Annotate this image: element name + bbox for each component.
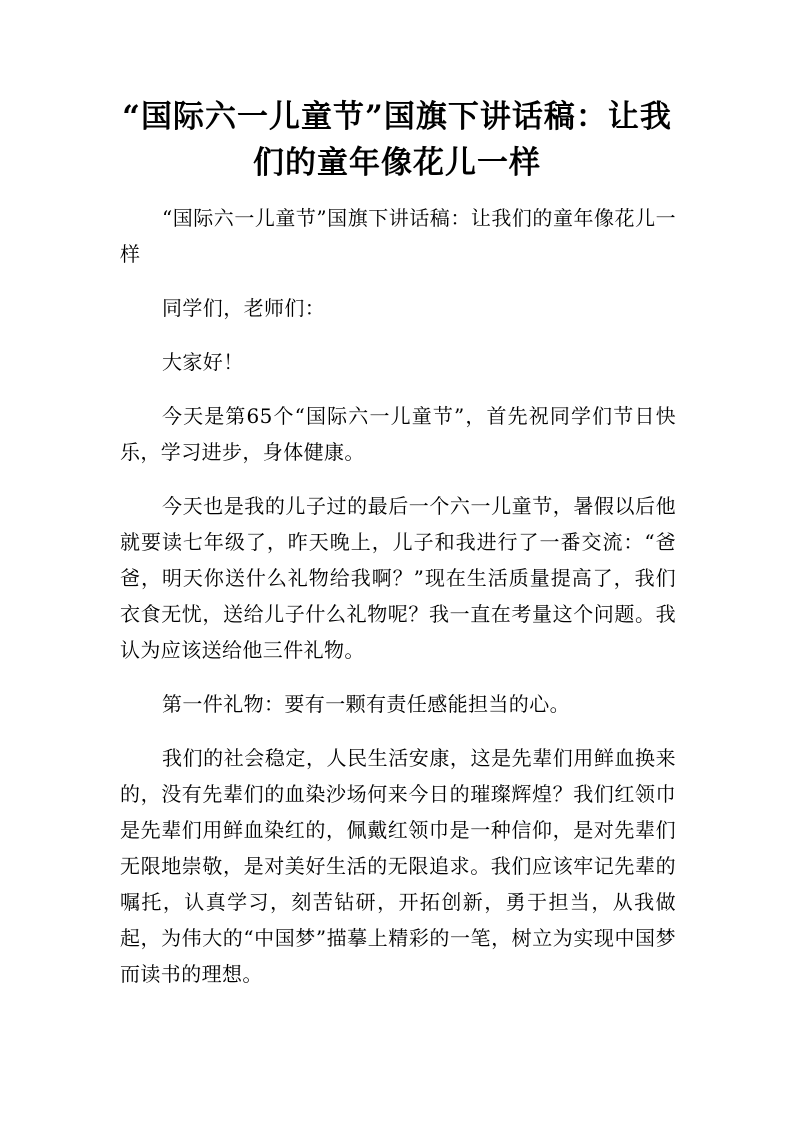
- paragraph-greeting: 大家好！: [162, 350, 244, 374]
- document-body: [120, 200, 676, 1010]
- paragraph-first-gift: 第一件礼物：要有一颗有责任感能担当的心。: [162, 692, 570, 716]
- document-title: “国际六一儿童节”国旗下讲话稿：让我们的童年像花儿一样: [122, 99, 672, 181]
- paragraph-responsibility: 我们的社会稳定，人民生活安康，这是先辈们用鲜血换来的，没有先辈们的血染沙场何来今日的璀璨辉煌？我们红领巾是先辈们用鲜血染红的，佩戴红领巾是一种信仰，是对先辈们无限地崇敬，是对美好生活的无限追求。我们应该牢记先辈的嘱托，认真学习，刻苦钻研，开拓创新，勇于担当，从我做起，为伟大的“中国梦”描摹上精彩的一笔，树立为实现中国梦而读书的理想。: [120, 746, 676, 986]
- paragraph-subtitle: “国际六一儿童节”国旗下讲话稿：让我们的童年像花儿一样: [120, 206, 676, 266]
- paragraph-festival-wishes: 今天是第65个“国际六一儿童节”，首先祝同学们节日快乐，学习进步，身体健康。: [120, 404, 676, 464]
- paragraph-salutation: 同学们，老师们：: [162, 296, 326, 320]
- paragraph-son-conversation: 今天也是我的儿子过的最后一个六一儿童节，暑假以后他就要读七年级了，昨天晚上，儿子和我进行了一番交流：“爸爸，明天你送什么礼物给我啊？”现在生活质量提高了，我们衣食无忧，送给儿子什么礼物呢？我一直在考量这个问题。我认为应该送给他三件礼物。: [120, 494, 676, 662]
